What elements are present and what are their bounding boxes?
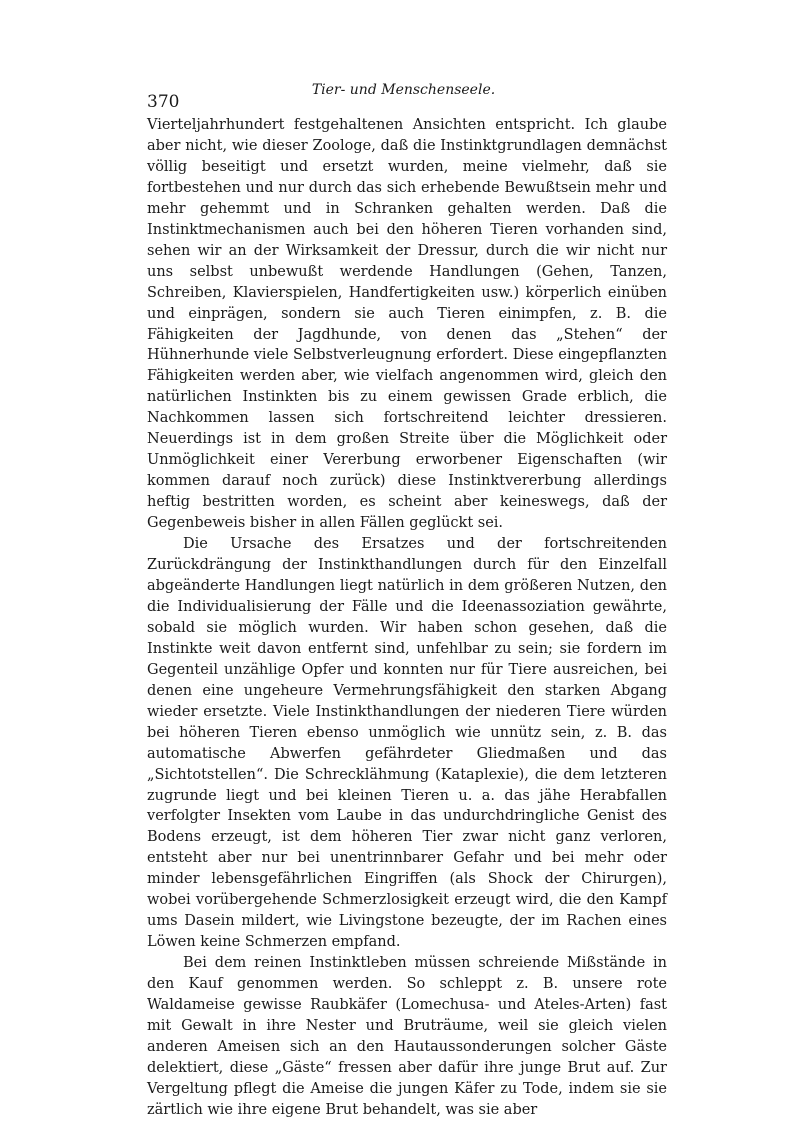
page-header — [147, 82, 660, 110]
running-title: Tier- und Menschenseele. — [311, 82, 496, 98]
paragraph: Bei dem reinen Instinktleben müssen schreiende Mißstände in den Kauf genommen werden. So schleppt z. B. unsere rote Waldameise gewisse Raubkäfer (Lomechusa- und Ateles-Arten) fast mit Gewalt in ihre Nester und Bruträume, weil sie gleich vielen anderen Ameisen sich an den Hautaussonderungen solcher Gäste delektiert, diese „Gäste“ fressen aber dafür ihre junge Brut auf. Zur Vergeltung pflegt die Ameise die jungen Käfer zu Tode, indem sie sie zärtlich wie ihre eigene Brut behandelt, was sie aber — [147, 955, 667, 1118]
page-number: 370 — [147, 92, 180, 112]
paragraph-continued: Vierteljahrhundert festgehaltenen Ansichten entspricht. Ich glaube aber nicht, wie dieser Zoologe, daß die Instinktgrundlagen demnächst völlig beseitigt und ersetzt wurden, meine vielmehr, daß sie fortbestehen und nur durch das sich erhebende Bewußtsein mehr und mehr gehemmt und in Schranken gehalten werden. Daß die Instinktmechanismen auch bei den höheren Tieren vorhanden sind, sehen wir an der Wirksamkeit der Dressur, durch die wir nicht nur uns selbst unbewußt werdende Handlungen (Gehen, Tanzen, Schreiben, Klavierspielen, Handfertigkeiten usw.) körperlich einüben und einprägen, sondern sie auch Tieren einimpfen, z. B. die Fähigkeiten der Jagdhunde, von denen das „Stehen“ der Hühnerhunde viele Selbstverleugnung erfordert. Diese eingepflanzten Fähigkeiten werden aber, wie vielfach angenommen wird, gleich den natürlichen Instinkten bis zu einem gewissen Grade erblich, die Nachkommen lassen sich fortschreitend leichter dressieren. Neuerdings ist in dem großen Streite über die Möglichkeit oder Unmöglichkeit einer Vererbung erworbener Eigenschaften (wir kommen darauf noch zurück) diese Instinktvererbung allerdings heftig bestritten worden, es scheint aber keineswegs, daß der Gegenbeweis bisher in allen Fällen geglückt sei. — [147, 117, 667, 532]
paragraph: Die Ursache des Ersatzes und der fortschreitenden Zurückdrängung der Instinkthandlungen durch für den Einzelfall abgeänderte Handlungen liegt natürlich in dem größeren Nutzen, den die Individualisierung der Fälle und die Ideenassoziation gewährte, sobald sie möglich wurden. Wir haben schon gesehen, daß die Instinkte weit davon entfernt sind, unfehlbar zu sein; sie fordern im Gegenteil unzählige Opfer und konnten nur für Tiere ausreichen, bei denen eine ungeheure Vermehrungsfähigkeit den starken Abgang wieder ersetzte. Viele Instinkthandlungen der niederen Tiere würden bei höheren Tieren ebenso unmöglich wie unnütz sein, z. B. das automatische Abwerfen gefährdeter Gliedmaßen und das „Sichtotstellen“. Die Schrecklähmung (Kataplexie), die dem letzteren zugrunde liegt und bei kleinen Tieren u. a. das jähe Herabfallen verfolgter Insekten vom Laube in das undurchdringliche Genist des Bodens erzeugt, ist dem höheren Tier zwar nicht ganz verloren, entsteht aber nur bei unentrinnbarer Gefahr und bei mehr oder minder lebensgefährlichen Eingriffen (als Shock der Chirurgen), wobei vorübergehende Schmerzlosigkeit erzeugt wird, die den Kampf ums Dasein mildert, wie Livingstone bezeugte, der im Rachen eines Löwen keine Schmerzen empfand. — [147, 536, 667, 951]
body-text — [147, 115, 667, 1121]
